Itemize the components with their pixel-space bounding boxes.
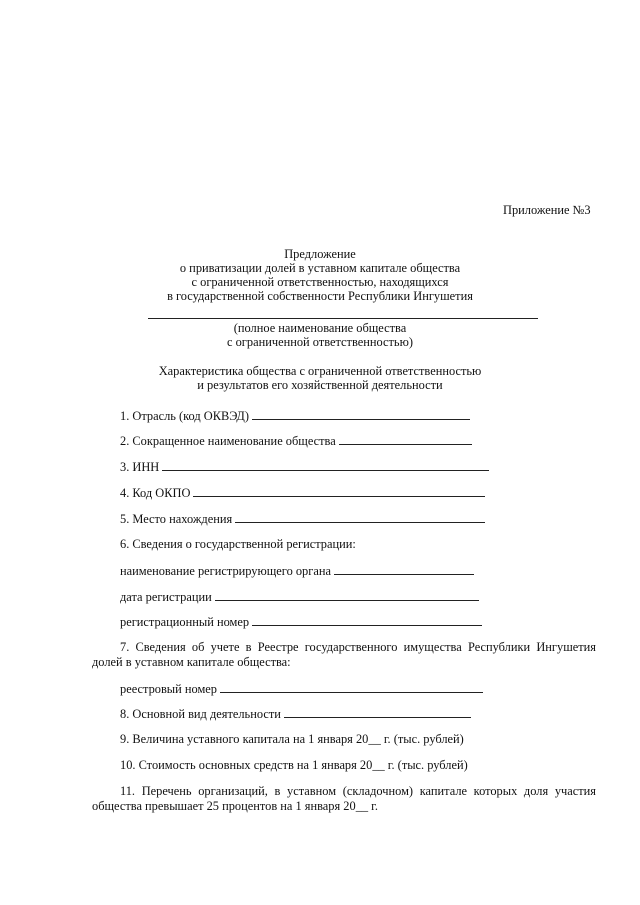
title-line-4: в государственной собственности Республики Ингушетия xyxy=(167,289,473,303)
item-4-label: 4. Код ОКПО xyxy=(120,486,191,500)
item-11-line-1: 11. Перечень организаций, в уставном (складочном) капитале которых доля участия xyxy=(120,784,596,798)
item-7a-label: реестровый номер xyxy=(120,682,217,696)
title-line-2: о приватизации долей в уставном капитале общества xyxy=(179,261,461,275)
item-6a-label: наименование регистрирующего органа xyxy=(120,564,331,578)
item-7-line-1: 7. Сведения об учете в Реестре государственного имущества Республики Ингушетия xyxy=(120,640,596,654)
item-3-label: 3. ИНН xyxy=(120,460,160,474)
location-field[interactable] xyxy=(235,511,485,523)
item-10: 10. Стоимость основных средств на 1 января 20__ г. (тыс. рублей) xyxy=(120,758,468,772)
registry-number-field[interactable] xyxy=(220,681,483,693)
item-8 xyxy=(120,706,471,722)
item-1-label: 1. Отрасль (код ОКВЭД) xyxy=(120,409,249,423)
item-5 xyxy=(120,511,485,527)
item-4 xyxy=(120,485,485,501)
title-line-3: с ограниченной ответственностью, находящихся xyxy=(191,275,449,289)
item-2-label: 2. Сокращенное наименование общества xyxy=(120,434,336,448)
item-3 xyxy=(120,459,489,475)
item-9: 9. Величина уставного капитала на 1 января 20__ г. (тыс. рублей) xyxy=(120,732,464,746)
main-activity-field[interactable] xyxy=(284,706,471,718)
item-6b xyxy=(120,589,479,605)
name-caption-line-2: с ограниченной ответственностью) xyxy=(227,335,413,349)
registration-number-field[interactable] xyxy=(252,614,482,626)
item-11-line-2: общества превышает 25 процентов на 1 января 20__ г. xyxy=(92,799,378,813)
item-1 xyxy=(120,408,470,424)
item-6c xyxy=(120,614,482,630)
item-6a xyxy=(120,563,474,579)
item-7a xyxy=(120,681,483,697)
title-line-1: Предложение xyxy=(284,247,356,261)
item-8-label: 8. Основной вид деятельности xyxy=(120,707,281,721)
name-caption-line-1: (полное наименование общества xyxy=(233,321,407,335)
short-name-field[interactable] xyxy=(339,433,472,445)
item-6: 6. Сведения о государственной регистрации: xyxy=(120,537,356,551)
company-name-field[interactable] xyxy=(148,318,538,319)
section-heading-line-2: и результатов его хозяйственной деятельности xyxy=(197,378,443,392)
annex-label: Приложение №3 xyxy=(503,203,591,217)
item-5-label: 5. Место нахождения xyxy=(120,512,233,526)
registration-date-field[interactable] xyxy=(215,589,479,601)
item-6b-label: дата регистрации xyxy=(120,590,212,604)
registering-authority-field[interactable] xyxy=(334,563,474,575)
item-7-line-2: долей в уставном капитале общества: xyxy=(92,655,291,669)
okved-field[interactable] xyxy=(252,408,470,420)
inn-field[interactable] xyxy=(162,459,489,471)
okpo-field[interactable] xyxy=(193,485,485,497)
item-2 xyxy=(120,433,472,449)
item-6c-label: регистрационный номер xyxy=(120,615,250,629)
section-heading-line-1: Характеристика общества с ограниченной ответственностью xyxy=(158,364,482,378)
